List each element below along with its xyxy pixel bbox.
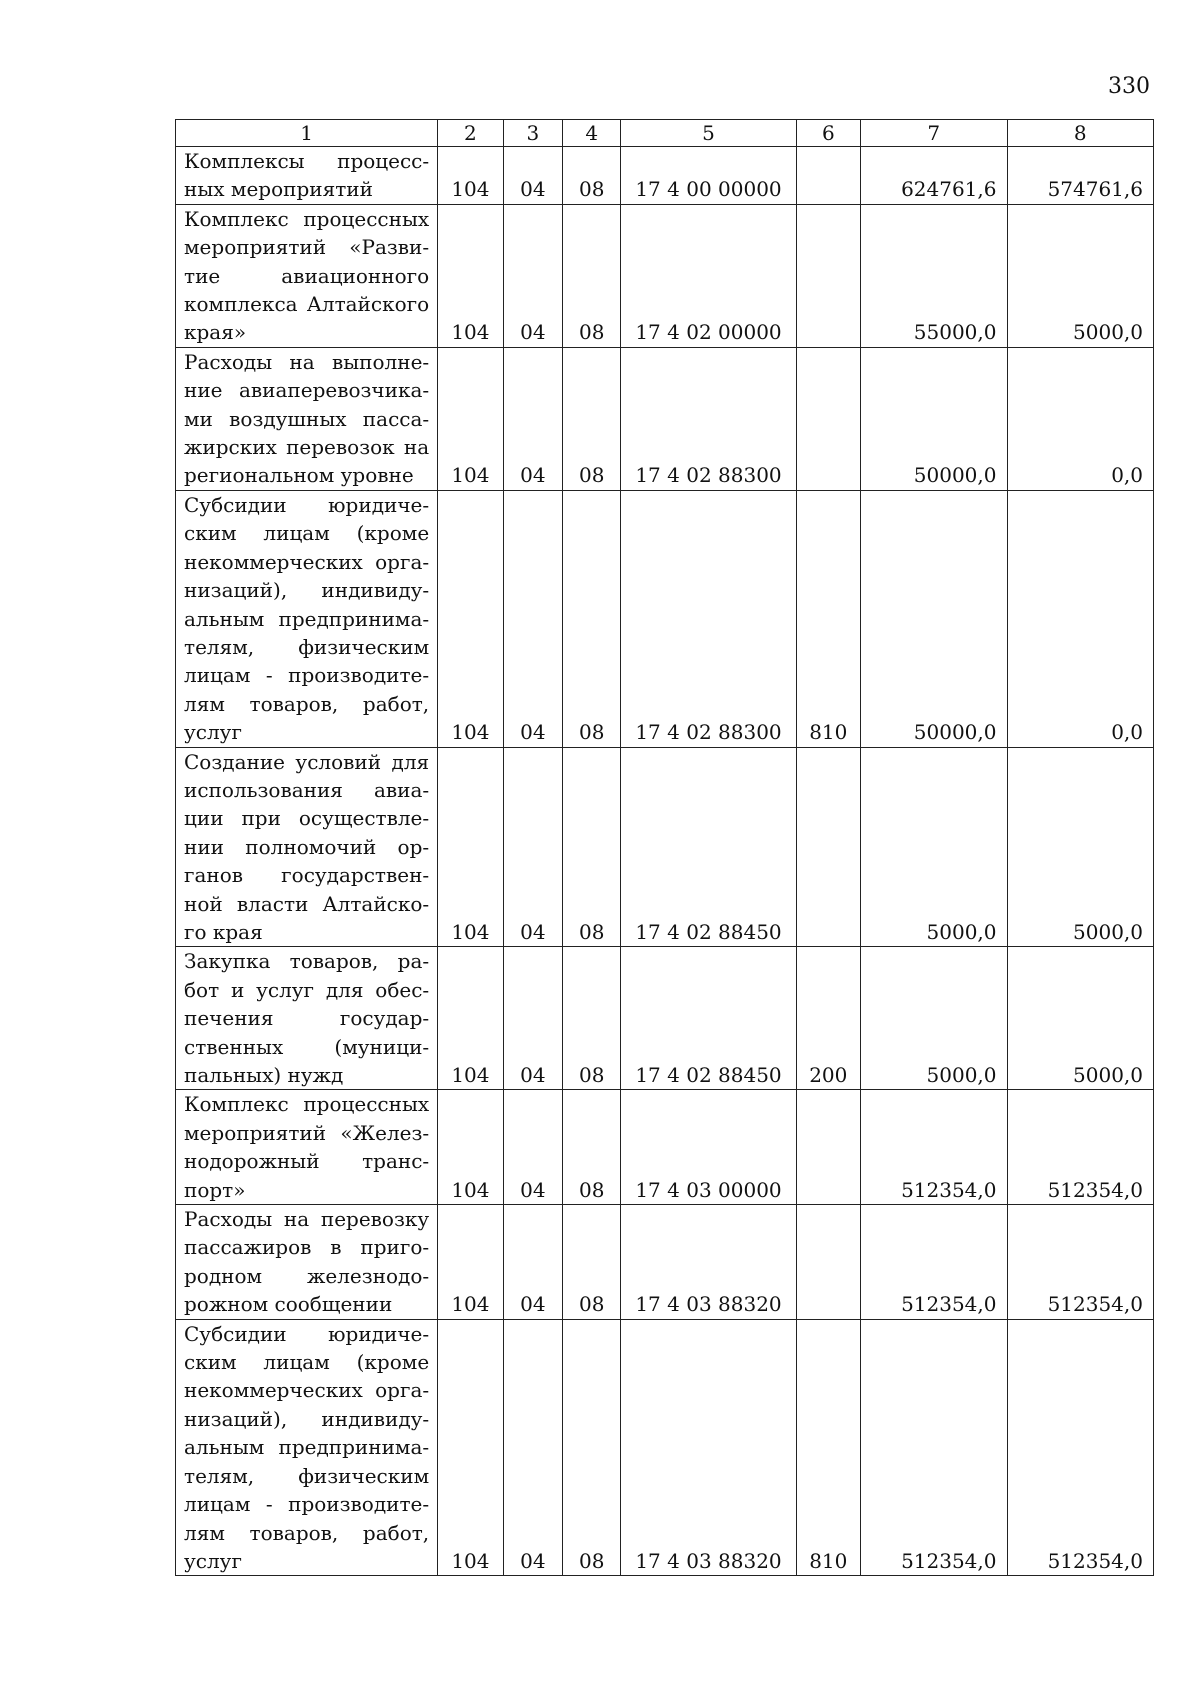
item-name-line: Создание условий для [184,749,430,774]
item-name-line: Закупка товаров, ра- [184,949,430,974]
item-name-line: использования авиа- [184,777,430,802]
section-cell: 04 [503,747,562,947]
table-row [176,347,1154,490]
target-item-cell: 17 4 00 00000 [621,147,796,205]
item-name-line: пальных) нужд [184,1063,344,1087]
subsection-cell: 08 [563,490,621,747]
item-name-line: ной власти Алтайско- [184,891,430,916]
item-name-line: телям, физическим [184,634,430,659]
amount-year1-cell: 512354,0 [861,1319,1007,1576]
table-row [176,1205,1154,1320]
amount-year1-cell: 512354,0 [861,1205,1007,1320]
section-cell: 04 [503,490,562,747]
target-item-cell: 17 4 02 88450 [621,747,796,947]
item-name-line: телям, физическим [184,1463,430,1488]
item-name-line: порт» [184,1177,246,1202]
expense-type-cell [796,747,861,947]
target-item-cell: 17 4 02 88450 [621,947,796,1090]
item-name-line: рожном сообщении [184,1292,393,1317]
section-cell: 04 [503,204,562,347]
table-row [176,1090,1154,1205]
section-cell: 04 [503,147,562,205]
column-header-7: 7 [861,120,1007,147]
item-name-cell [176,204,438,347]
item-name-line: Расходы на перевозку [184,1207,430,1232]
target-item-cell: 17 4 02 88300 [621,490,796,747]
item-name-cell [176,147,438,205]
amount-year2-cell: 0,0 [1007,490,1154,747]
budget-code-cell: 104 [438,747,504,947]
item-name-line: ми воздушных пасса- [184,406,430,431]
item-name-line: ственных (муници- [184,1034,430,1059]
amount-year2-cell: 0,0 [1007,347,1154,490]
amount-year1-cell: 5000,0 [861,747,1007,947]
item-name-line: Комплексы процесс- [184,149,430,173]
budget-code-cell: 104 [438,147,504,205]
budget-code-cell: 104 [438,204,504,347]
item-name-line: родном железнодо- [184,1263,430,1288]
amount-year2-cell: 512354,0 [1007,1205,1154,1320]
section-cell: 04 [503,947,562,1090]
item-name-line: жирских перевозок на [184,435,430,460]
item-name-cell [176,347,438,490]
item-name-line: Субсидии юридиче- [184,1321,430,1346]
amount-year2-cell: 574761,6 [1007,147,1154,205]
column-header-5: 5 [621,120,796,147]
amount-year1-cell: 5000,0 [861,947,1007,1090]
item-name-line: услуг [184,1548,242,1573]
budget-code-cell: 104 [438,347,504,490]
amount-year2-cell: 512354,0 [1007,1319,1154,1576]
amount-year1-cell: 55000,0 [861,204,1007,347]
page-number: 330 [1108,74,1150,99]
item-name-cell [176,1090,438,1205]
item-name-line: лям товаров, работ, [184,691,430,716]
expense-type-cell: 200 [796,947,861,1090]
section-cell: 04 [503,1319,562,1576]
item-name-cell [176,1205,438,1320]
subsection-cell: 08 [563,204,621,347]
amount-year2-cell: 512354,0 [1007,1090,1154,1205]
item-name-line: нодорожный транс- [184,1149,430,1174]
target-item-cell: 17 4 03 00000 [621,1090,796,1205]
amount-year1-cell: 624761,6 [861,147,1007,205]
item-name-line: ных мероприятий [184,177,373,202]
item-name-line: региональном уровне [184,463,414,488]
item-name-line: Комплекс процессных [184,206,430,231]
expense-type-cell: 810 [796,1319,861,1576]
item-name-line: услуг [184,720,242,745]
item-name-line: комплекса Алтайского [184,292,430,317]
amount-year1-cell: 50000,0 [861,490,1007,747]
item-name-line: низаций), индивиду- [184,1406,430,1431]
section-cell: 04 [503,1090,562,1205]
budget-code-cell: 104 [438,947,504,1090]
item-name-line: мероприятий «Разви- [184,235,430,260]
item-name-line: края» [184,320,247,345]
expense-type-cell [796,147,861,205]
item-name-line: некоммерческих орга- [184,549,430,574]
item-name-line: нии полномочий ор- [184,834,430,859]
column-header-8: 8 [1007,120,1154,147]
item-name-line: альным предпринима- [184,1435,430,1460]
item-name-cell [176,947,438,1090]
table-row [176,1319,1154,1576]
item-name-line: ским лицам (кроме [184,521,430,546]
expense-type-cell: 810 [796,490,861,747]
subsection-cell: 08 [563,1090,621,1205]
target-item-cell: 17 4 03 88320 [621,1319,796,1576]
item-name-line: бот и услуг для обес- [184,977,430,1002]
subsection-cell: 08 [563,947,621,1090]
table-row [176,204,1154,347]
item-name-line: лицам - производите- [184,663,430,688]
item-name-line: лям товаров, работ, [184,1520,430,1545]
item-name-cell [176,747,438,947]
subsection-cell: 08 [563,147,621,205]
item-name-line: ским лицам (кроме [184,1350,430,1375]
amount-year2-cell: 5000,0 [1007,204,1154,347]
expense-type-cell [796,1090,861,1205]
column-header-1: 1 [176,120,438,147]
item-name-cell [176,490,438,747]
column-header-3: 3 [503,120,562,147]
item-name-line: го края [184,919,263,944]
target-item-cell: 17 4 02 88300 [621,347,796,490]
budget-code-cell: 104 [438,1205,504,1320]
item-name-line: пассажиров в приго- [184,1235,430,1260]
amount-year2-cell: 5000,0 [1007,747,1154,947]
section-cell: 04 [503,1205,562,1320]
table-row [176,947,1154,1090]
table-header-row [176,120,1154,147]
column-header-4: 4 [563,120,621,147]
item-name-line: ганов государствен- [184,863,430,888]
item-name-line: печения государ- [184,1006,430,1031]
budget-code-cell: 104 [438,1319,504,1576]
item-name-line: Субсидии юридиче- [184,492,430,517]
expense-type-cell [796,347,861,490]
item-name-line: тие авиационного [184,263,430,288]
budget-code-cell: 104 [438,1090,504,1205]
item-name-line: ние авиаперевозчика- [184,378,430,403]
section-cell: 04 [503,347,562,490]
amount-year1-cell: 512354,0 [861,1090,1007,1205]
amount-year1-cell: 50000,0 [861,347,1007,490]
column-header-6: 6 [796,120,861,147]
table-body [176,120,1154,1576]
item-name-cell [176,1319,438,1576]
item-name-line: некоммерческих орга- [184,1378,430,1403]
table-row [176,490,1154,747]
table-row [176,747,1154,947]
subsection-cell: 08 [563,1205,621,1320]
item-name-line: мероприятий «Желез- [184,1120,430,1145]
target-item-cell: 17 4 02 00000 [621,204,796,347]
subsection-cell: 08 [563,747,621,947]
expense-type-cell [796,204,861,347]
item-name-line: Расходы на выполне- [184,349,430,374]
item-name-line: лицам - производите- [184,1492,430,1517]
item-name-line: альным предпринима- [184,606,430,631]
expense-type-cell [796,1205,861,1320]
subsection-cell: 08 [563,1319,621,1576]
item-name-line: Комплекс процессных [184,1092,430,1117]
item-name-line: низаций), индивиду- [184,578,430,603]
amount-year2-cell: 5000,0 [1007,947,1154,1090]
subsection-cell: 08 [563,347,621,490]
budget-code-cell: 104 [438,490,504,747]
column-header-2: 2 [438,120,504,147]
item-name-line: ции при осуществле- [184,806,430,831]
table-row [176,147,1154,205]
target-item-cell: 17 4 03 88320 [621,1205,796,1320]
budget-table [175,119,1154,1576]
